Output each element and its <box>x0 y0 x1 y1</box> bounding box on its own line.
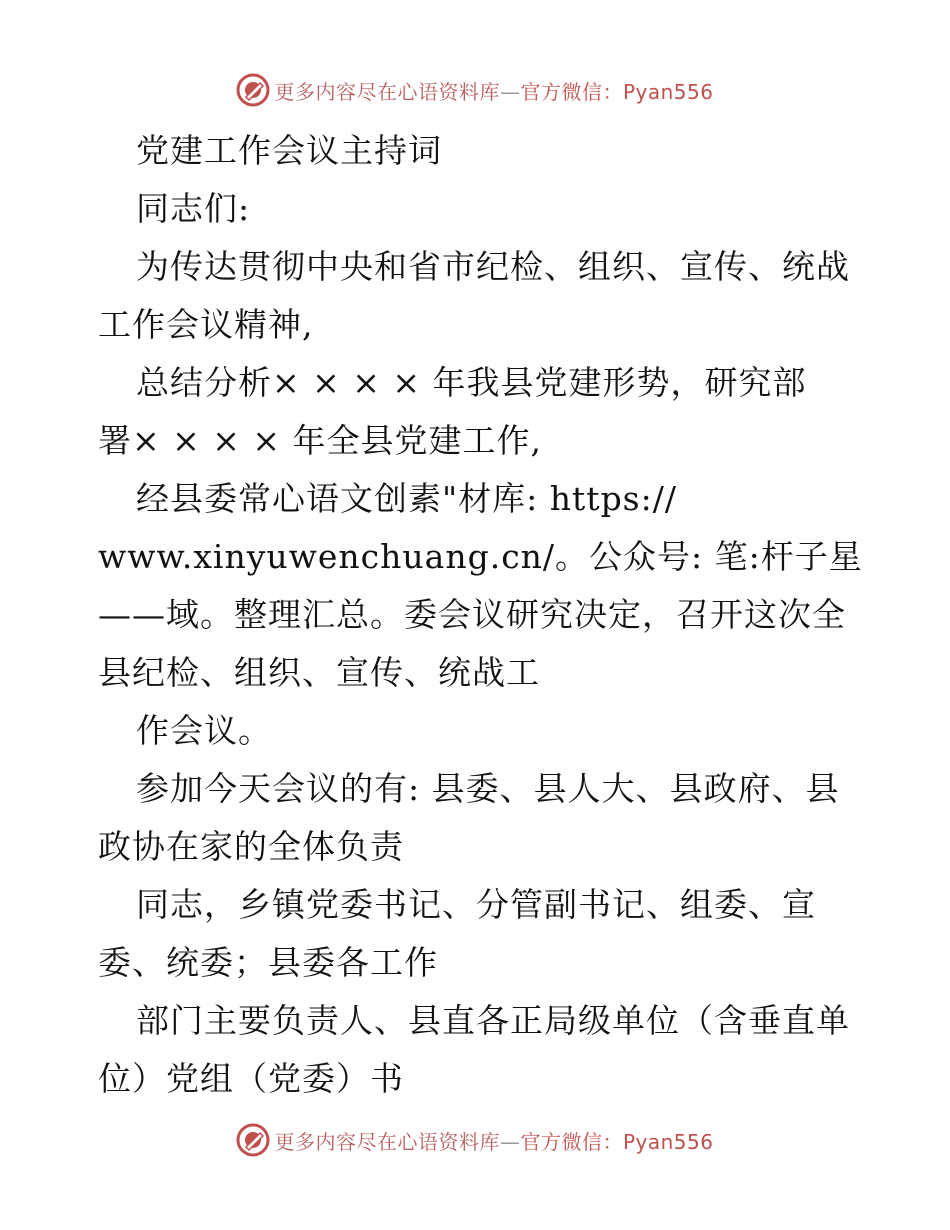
banner-separator: — <box>499 1129 521 1154</box>
text-line: 总结分析× × × × 年我县党建形势，研究部 <box>136 363 807 402</box>
salutation: 同志们: <box>136 189 251 228</box>
text-line: www.xinyuwenchuang.cn/。公众号: 笔:杆子星 <box>98 537 863 576</box>
text-line: 位）党组（党委）书 <box>98 1059 404 1098</box>
footer-banner <box>0 1120 950 1160</box>
document-body <box>98 122 863 1108</box>
text-line: 部门主要负责人、县直各正局级单位（含垂直单 <box>136 1001 850 1040</box>
header-banner <box>0 70 950 110</box>
text-line: 经县委常心语文创素"材库: https:// <box>136 479 677 518</box>
banner-site-text: 更多内容尽在心语资料库 <box>274 79 500 104</box>
brand-logo-icon <box>236 1123 270 1157</box>
text-line: 署× × × × 年全县党建工作, <box>98 421 543 460</box>
text-line: 为传达贯彻中央和省市纪检、组织、宣传、统战 <box>136 247 850 286</box>
text-line: 政协在家的全体负责 <box>98 827 404 866</box>
text-line: 参加今天会议的有: 县委、县人大、县政府、县 <box>136 769 840 808</box>
banner-wechat-text: 官方微信：Pyan556 <box>520 1129 714 1154</box>
banner-site-text: 更多内容尽在心语资料库 <box>274 1129 500 1154</box>
text-line: 工作会议精神, <box>98 305 314 344</box>
banner-separator: — <box>499 79 521 104</box>
text-line: 委、统委；县委各工作 <box>98 943 438 982</box>
text-line: 同志，乡镇党委书记、分管副书记、组委、宣 <box>136 885 816 924</box>
document-title: 党建工作会议主持词 <box>136 131 442 170</box>
text-line: 作会议。 <box>136 711 272 750</box>
brand-logo-icon <box>236 73 270 107</box>
banner-wechat-text: 官方微信：Pyan556 <box>520 79 714 104</box>
text-line: 县纪检、组织、宣传、统战工 <box>98 653 540 692</box>
text-line: ——域。整理汇总。委会议研究决定，召开这次全 <box>98 595 846 634</box>
